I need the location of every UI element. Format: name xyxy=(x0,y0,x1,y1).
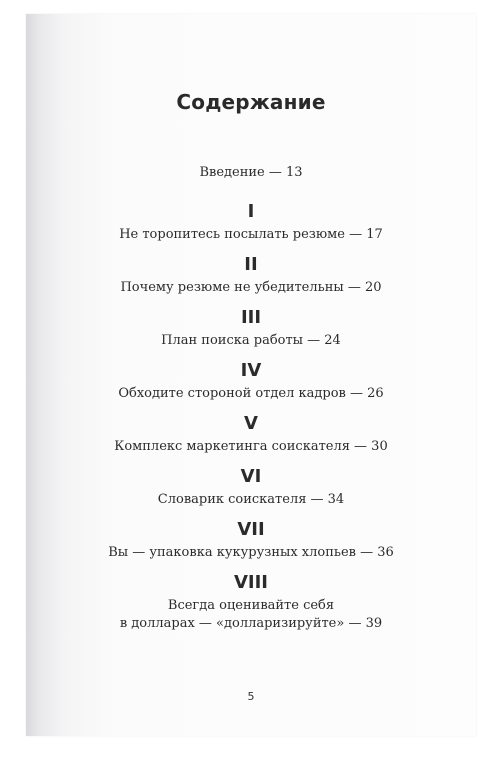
toc-chapter-3 xyxy=(26,308,476,350)
page-title: Содержание xyxy=(176,90,326,114)
toc-chapter-5 xyxy=(26,414,476,456)
page-number: 5 xyxy=(247,690,255,703)
toc-chapter-8 xyxy=(26,573,476,633)
chapter-title: Не торопитесь посылать резюме — 17 xyxy=(119,227,383,242)
toc-chapter-4 xyxy=(26,361,476,403)
chapter-numeral: VII xyxy=(237,519,265,540)
chapter-title: Словарик соискателя — 34 xyxy=(157,492,345,507)
chapter-title: Почему резюме не убедительны — 20 xyxy=(120,280,382,295)
toc-intro-entry: Введение — 13 xyxy=(199,165,303,180)
book-page xyxy=(26,14,476,736)
chapter-numeral: II xyxy=(244,254,258,275)
toc-chapter-2 xyxy=(26,255,476,297)
chapter-numeral: VIII xyxy=(233,572,269,593)
chapter-title: Комплекс маркетинга соискателя — 30 xyxy=(114,439,388,454)
chapter-numeral: VI xyxy=(240,466,262,487)
chapter-numeral: III xyxy=(240,307,262,328)
chapter-numeral: V xyxy=(244,413,258,434)
toc-chapter-7 xyxy=(26,520,476,562)
toc-chapter-6 xyxy=(26,467,476,509)
chapter-title: Обходите стороной отдел кадров — 26 xyxy=(118,386,384,401)
chapter-numeral: I xyxy=(247,201,255,222)
chapter-numeral: IV xyxy=(240,360,262,381)
table-of-contents xyxy=(26,164,476,644)
chapter-title-line-2: в долларах — «долларизируйте» — 39 xyxy=(119,616,383,631)
chapter-title: Вы — упаковка кукурузных хлопьев — 36 xyxy=(108,545,394,560)
chapter-title-line-1: Всегда оценивайте себя xyxy=(167,598,335,613)
toc-chapter-1 xyxy=(26,202,476,244)
chapter-title: План поиска работы — 24 xyxy=(161,333,341,348)
